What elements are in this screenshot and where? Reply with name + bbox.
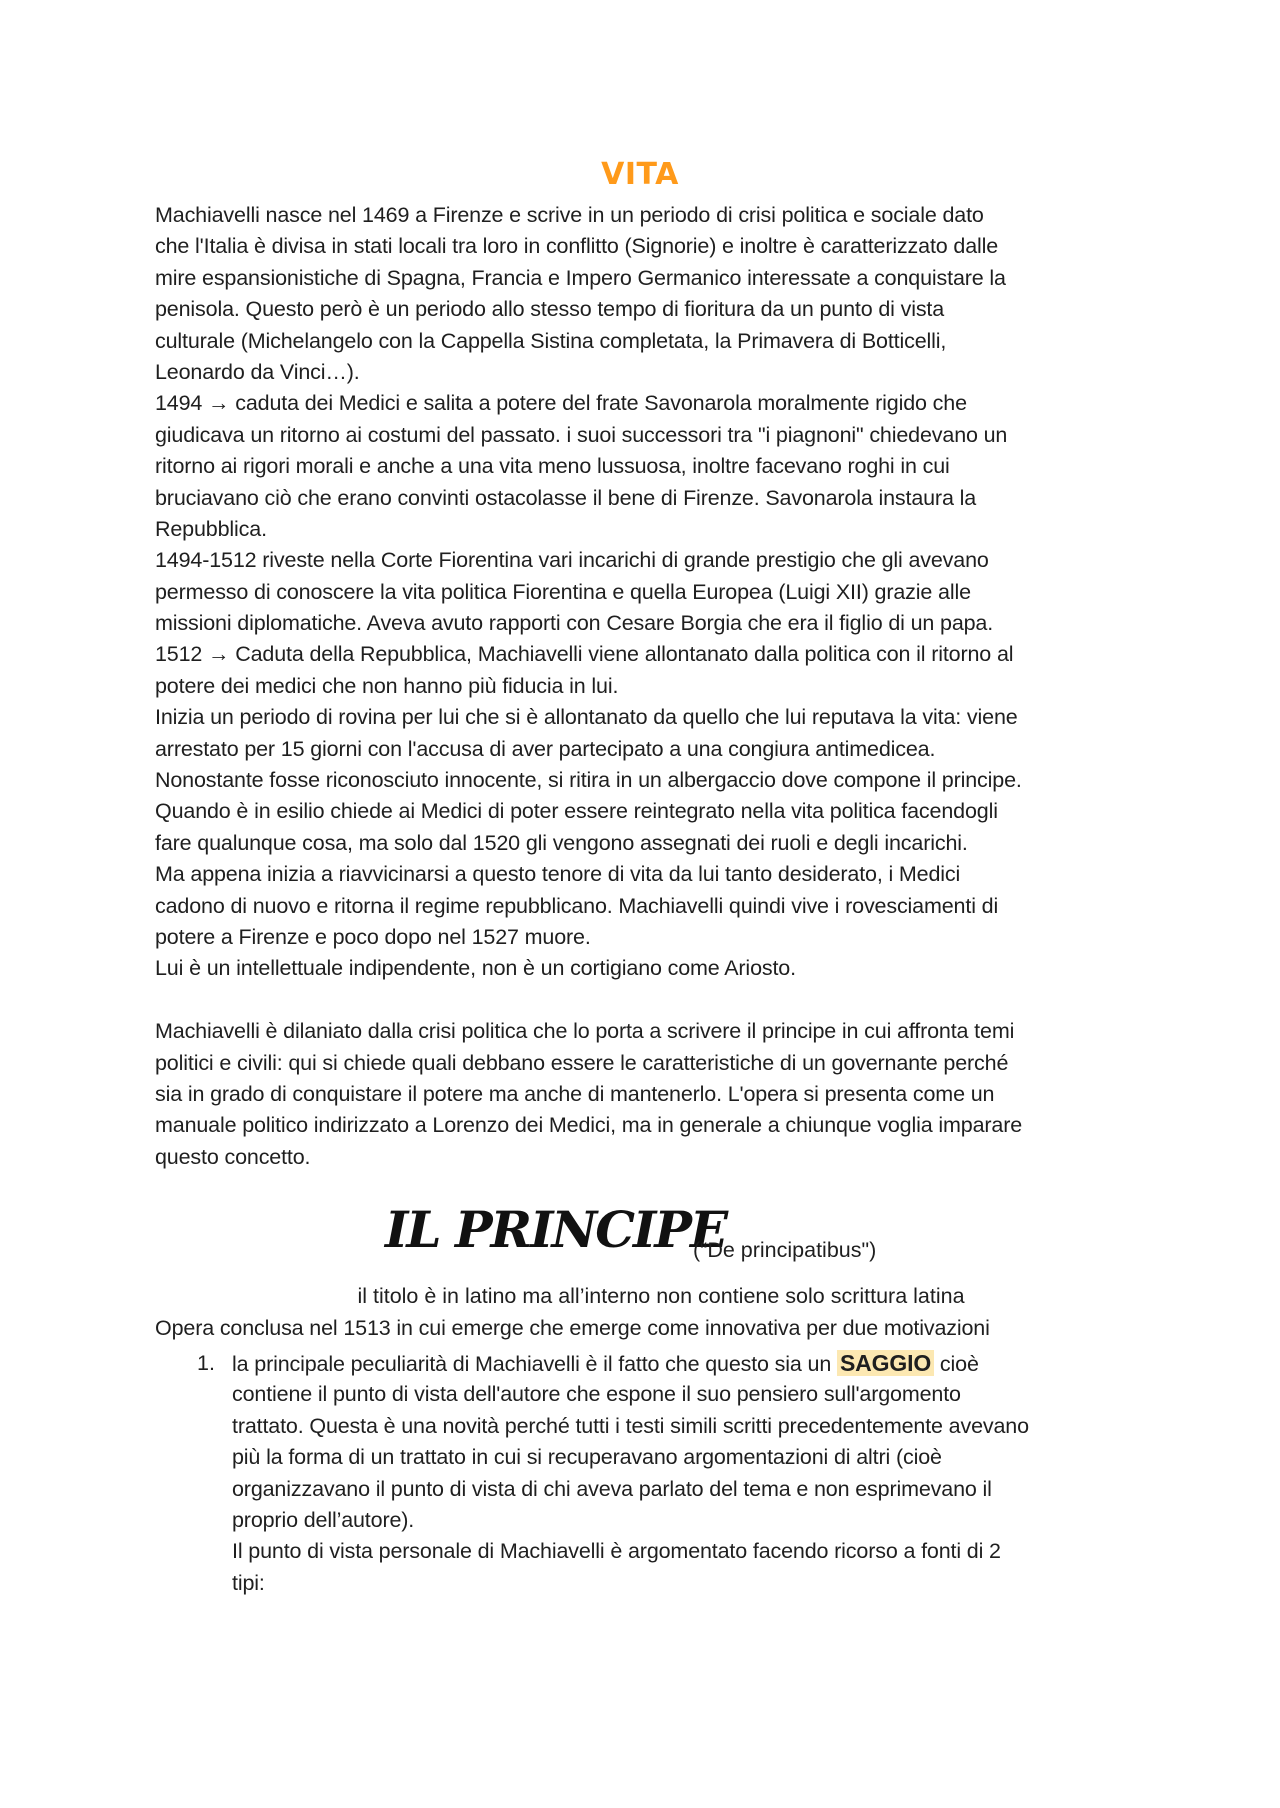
- text-line: potere dei medici che non hanno più fiducia in lui.: [155, 673, 619, 698]
- text-line: arrestato per 15 giorni con l'accusa di aver partecipato a una congiura antimedicea.: [155, 736, 936, 761]
- section-title-principe: IL PRINCIPE: [385, 1200, 727, 1259]
- text-line: Machiavelli è dilaniato dalla crisi politica che lo porta a scrivere il principe in cui affronta temi: [155, 1019, 1015, 1044]
- list-text: la principale peculiarità di Machiavelli è il fatto che questo sia un: [232, 1352, 837, 1376]
- text-line: Lui è un intellettuale indipendente, non è un cortigiano come Ariosto.: [155, 956, 796, 981]
- principe-note: il titolo è in latino ma all’interno non contiene solo scrittura latina: [357, 1284, 965, 1308]
- section-title-vita: VITA: [601, 157, 679, 192]
- text-line: Machiavelli nasce nel 1469 a Firenze e scrive in un periodo di crisi politica e sociale dato: [155, 203, 984, 227]
- text-line: che l'Italia è divisa in stati locali tra loro in conflitto (Signorie) e inoltre è caratterizzato dalle: [155, 234, 999, 259]
- text-line: organizzavano il punto di vista di chi aveva parlato del tema e non esprimevano il: [232, 1476, 992, 1501]
- text-line: sia in grado di conquistare il potere ma anche di mantenerlo. L'opera si presenta come un: [155, 1081, 995, 1106]
- vita-body: [155, 200, 1135, 1173]
- text-line: 1512 → Caduta della Repubblica, Machiavelli viene allontanato dalla politica con il ritorno al: [155, 642, 1014, 667]
- list-text: cioè: [934, 1352, 979, 1376]
- text-line: questo concetto.: [155, 1144, 311, 1169]
- text-line: missioni diplomatiche. Aveva avuto rapporti con Cesare Borgia che era il figlio di un papa.: [155, 611, 994, 636]
- text-line: tipi:: [232, 1570, 265, 1595]
- text-line: 1494-1512 riveste nella Corte Fiorentina vari incarichi di grande prestigio che gli avevano: [155, 548, 989, 573]
- text-line: permesso di conoscere la vita politica Fiorentina e quella Europea (Luigi XII) grazie alle: [155, 579, 971, 604]
- text-line: culturale (Michelangelo con la Cappella Sistina completata, la Primavera di Botticelli,: [155, 328, 947, 353]
- text-line: Leonardo da Vinci…).: [155, 359, 360, 384]
- text-line: Ma appena inizia a riavvicinarsi a questo tenore di vita da lui tanto desiderato, i Medici: [155, 862, 961, 887]
- list-item-first-line: [232, 1348, 1152, 1379]
- list-item-lines: [232, 1379, 1152, 1599]
- text-line: contiene il punto di vista dell'autore che espone il suo pensiero sull'argomento: [232, 1382, 961, 1407]
- text-line: Inizia un periodo di rovina per lui che si è allontanato da quello che lui reputava la vita: viene: [155, 705, 1018, 730]
- text-line: Quando è in esilio chiede ai Medici di poter essere reintegrato nella vita politica facendogli: [155, 799, 998, 824]
- text-line: cadono di nuovo e ritorna il regime repubblicano. Machiavelli quindi vive i rovesciamenti di: [155, 893, 999, 918]
- list-item: [232, 1348, 1152, 1599]
- text-line: penisola. Questo però è un periodo allo stesso tempo di fioritura da un punto di vista: [155, 297, 945, 322]
- text-line: Nonostante fosse riconosciuto innocente, si ritira in un albergaccio dove compone il principe.: [155, 768, 1022, 793]
- text-line: mire espansionistiche di Spagna, Francia e Impero Germanico interessate a conquistare la: [155, 265, 1006, 290]
- text-line: politici e civili: qui si chiede quali debbano essere le caratteristiche di un governante perché: [155, 1050, 1009, 1075]
- text-line: più la forma di un trattato in cui si recuperavano argomentazioni di altri (cioè: [232, 1445, 942, 1470]
- text-line: Repubblica.: [155, 516, 267, 541]
- text-line: bruciavano ciò che erano convinti ostacolasse il bene di Firenze. Savonarola instaura la: [155, 485, 977, 510]
- paragraph-gap: [155, 985, 1135, 1016]
- text-line: potere a Firenze e poco dopo nel 1527 muore.: [155, 924, 591, 949]
- list-number: 1.: [197, 1351, 215, 1375]
- text-line: 1494 → caduta dei Medici e salita a potere del frate Savonarola moralmente rigido che: [155, 391, 967, 416]
- text-line: fare qualunque cosa, ma solo dal 1520 gli vengono assegnati dei ruoli e degli incarichi.: [155, 830, 968, 855]
- text-line: ritorno ai rigori morali e anche a una vita meno lussuosa, inoltre facevano roghi in cui: [155, 454, 950, 479]
- highlight-saggio: SAGGIO: [837, 1350, 934, 1376]
- text-line: Il punto di vista personale di Machiavelli è argomentato facendo ricorso a fonti di 2: [232, 1539, 1001, 1564]
- text-line: trattato. Questa è una novità perché tutti i testi simili scritti precedentemente avevano: [232, 1413, 1029, 1438]
- vita-paragraph-1: [155, 200, 1135, 985]
- principe-latin-title: (“De principatibus"): [693, 1238, 877, 1262]
- text-line: manuale politico indirizzato a Lorenzo dei Medici, ma in generale a chiunque voglia imparare: [155, 1113, 1023, 1138]
- text-line: proprio dell’autore).: [232, 1507, 415, 1532]
- text-line: giudicava un ritorno ai costumi del passato. i suoi successori tra "i piagnoni" chiedevano un: [155, 422, 1008, 447]
- principe-intro: Opera conclusa nel 1513 in cui emerge che emerge come innovativa per due motivazioni: [155, 1316, 990, 1340]
- vita-paragraph-2: [155, 1016, 1135, 1173]
